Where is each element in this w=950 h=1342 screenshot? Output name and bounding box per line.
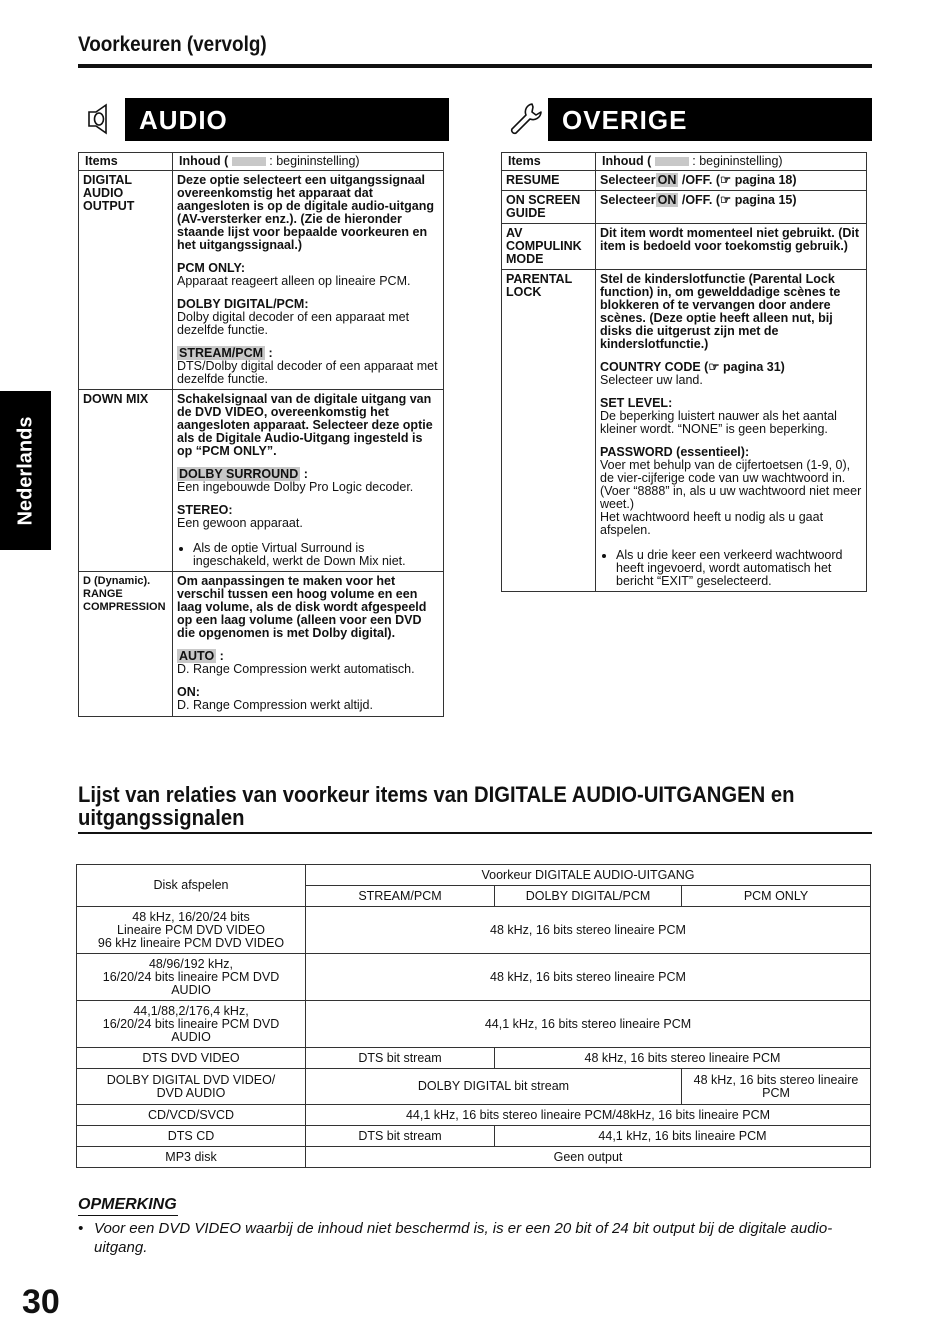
output-cell: DTS bit stream: [306, 1126, 495, 1147]
header-preference: Voorkeur DIGITALE AUDIO-UITGANG: [306, 865, 871, 886]
page-number: 30: [22, 1283, 60, 1321]
table-row: [502, 171, 867, 191]
output-cell: 44,1 kHz, 16 bits lineaire PCM: [495, 1126, 871, 1147]
wrench-icon: [506, 100, 544, 138]
content-resume: Selecteer ON /OFF. (☞ pagina 18): [596, 171, 867, 191]
default-badge: ON: [657, 193, 677, 207]
table-row: [77, 1048, 871, 1069]
item-range-compression: D (Dynamic). RANGE COMPRESSION: [79, 572, 173, 717]
bullet-icon: •: [78, 1220, 84, 1237]
output-cell: Geen output: [306, 1147, 871, 1168]
disc-cell: 48/96/192 kHz, 16/20/24 bits lineaire PCM DVD AUDIO: [77, 954, 306, 1001]
output-cell: 44,1 kHz, 16 bits stereo lineaire PCM/48kHz, 16 bits lineaire PCM: [306, 1105, 871, 1126]
default-badge: ON: [657, 173, 677, 187]
table-row: [77, 907, 871, 954]
table-row: [77, 1126, 871, 1147]
table-row: [502, 270, 867, 592]
table-header-row: [502, 153, 867, 171]
content-parental-lock: Stel de kinderslotfunctie (Parental Lock function) in, om gewelddadige scènes te blokkeren of te vervangen door andere scènes. (Deze optie heeft alleen nut, bij disks die uitgerust zijn met de kinderslotfunctie.) COUNTRY CODE (☞ pagina 31) Selecteer uw land. SET LEVEL: De beperking luistert nauwer als het aantal kleiner wordt. “NONE” is geen beperking. PASSWORD (essentieel): Voer met behulp van de cijfertoetsen (1-9, 0), de vier-cijferige code van uw wachtwoord in. (Voer “8888” in, als u uw wachtwoord niet meer weet.) Het wachtwoord heeft u nodig als u gaat afspelen. • Als u drie keer een verkeerd wachtwoord heeft ingevoerd, wordt automatisch het bericht “EXIT” geselecteerd.: [596, 270, 867, 592]
item-parental-lock: PARENTAL LOCK: [502, 270, 596, 592]
content-digital-audio-output: Deze optie selecteert een uitgangssignaal overeenkomstig het apparaat dat aangesloten is op de digitale audio-uitgang (AV-versterker enz.). (Zie de hieronder staande lijst voor bepaalde voorkeuren en het uitgangssignaal.) PCM ONLY: Apparaat reageert alleen op lineaire PCM. DOLBY DIGITAL/PCM: Dolby digital decoder of een apparaat met dezelfde functie. STREAM/PCM : DTS/Dolby digital decoder of een apparaat met dezelfde functie.: [173, 171, 444, 390]
content-down-mix: Schakelsignaal van de digitale uitgang van de DVD VIDEO, overeenkomstig het aangesloten apparaat. Selecteer deze optie als de Digitale Audio-Uitgang ingesteld is op “PCM ONLY”. DOLBY SURROUND : Een ingebouwde Dolby Pro Logic decoder. STEREO: Een gewoon apparaat. • Als de optie Virtual Surround is ingeschakeld, werkt de Down Mix niet.: [173, 390, 444, 572]
overige-settings-table: [501, 152, 867, 592]
language-side-tab: [0, 391, 51, 550]
item-av-compulink: AV COMPULINK MODE: [502, 224, 596, 270]
default-setting-swatch: [655, 157, 689, 166]
header-disc: Disk afspelen: [77, 865, 306, 907]
output-cell: 48 kHz, 16 bits stereo lineaire PCM: [682, 1069, 871, 1105]
table-row: [77, 1069, 871, 1105]
table-row: [77, 1001, 871, 1048]
output-cell: 44,1 kHz, 16 bits stereo lineaire PCM: [306, 1001, 871, 1048]
output-cell: 48 kHz, 16 bits stereo lineaire PCM: [495, 1048, 871, 1069]
item-digital-audio-output: DIGITAL AUDIO OUTPUT: [79, 171, 173, 390]
table-row: [77, 1105, 871, 1126]
item-down-mix: DOWN MIX: [79, 390, 173, 572]
disc-cell: 44,1/88,2/176,4 kHz, 16/20/24 bits lineaire PCM DVD AUDIO: [77, 1001, 306, 1048]
note-rule: [78, 1215, 178, 1216]
item-on-screen-guide: ON SCREEN GUIDE: [502, 191, 596, 224]
col-header-content: Inhoud ( : begininstelling): [596, 153, 867, 171]
overige-section-title: OVERIGE: [548, 98, 872, 141]
default-badge: DOLBY SURROUND: [179, 467, 299, 481]
header-stream-pcm: STREAM/PCM: [306, 886, 495, 907]
header-pcm-only: PCM ONLY: [682, 886, 871, 907]
audio-settings-table: [78, 152, 444, 717]
disc-cell: DTS CD: [77, 1126, 306, 1147]
audio-section-title: AUDIO: [125, 98, 449, 141]
content-av-compulink: Dit item wordt momenteel niet gebruikt. (Dit item is bedoeld voor toekomstig gebruik.): [596, 224, 867, 270]
item-resume: RESUME: [502, 171, 596, 191]
table-row: [502, 224, 867, 270]
table-row: [79, 171, 444, 390]
content-range-compression: Om aanpassingen te maken voor het verschil tussen een hoog volume en een laag volume, als de disk wordt afgespeeld op een laag volume (alleen voor een DVD die opgenomen is met Dolby digital). AUTO : D. Range Compression werkt automatisch. ON: D. Range Compression werkt altijd.: [173, 572, 444, 717]
table-header-row: [77, 865, 871, 886]
relations-rule: [78, 832, 872, 834]
page-section-title: Voorkeuren (vervolg): [78, 33, 267, 56]
output-cell: DOLBY DIGITAL bit stream: [306, 1069, 682, 1105]
output-cell: DTS bit stream: [306, 1048, 495, 1069]
note-text: • Voor een DVD VIDEO waarbij de inhoud niet beschermd is, is er een 20 bit of 24 bit output bij de digitale audio-uitgang.: [78, 1220, 833, 1256]
table-row: [79, 572, 444, 717]
speaker-icon: [82, 102, 116, 136]
col-header-items: Items: [502, 153, 596, 171]
table-row: [502, 191, 867, 224]
relations-heading: Lijst van relaties van voorkeur items van DIGITALE AUDIO-UITGANGEN en uitgangssignalen: [78, 782, 795, 830]
header-dolby-pcm: DOLBY DIGITAL/PCM: [495, 886, 682, 907]
output-cell: 48 kHz, 16 bits stereo lineaire PCM: [306, 954, 871, 1001]
default-badge: STREAM/PCM: [179, 346, 264, 360]
content-on-screen-guide: Selecteer ON /OFF. (☞ pagina 15): [596, 191, 867, 224]
disc-cell: CD/VCD/SVCD: [77, 1105, 306, 1126]
table-header-row: [79, 153, 444, 171]
header-rule: [78, 64, 872, 68]
relations-table: [76, 864, 871, 1168]
col-header-items: Items: [79, 153, 173, 171]
table-row: [77, 954, 871, 1001]
default-setting-swatch: [232, 157, 266, 166]
table-row: [77, 1147, 871, 1168]
language-side-tab-label: Nederlands: [14, 416, 36, 525]
disc-cell: DOLBY DIGITAL DVD VIDEO/ DVD AUDIO: [77, 1069, 306, 1105]
note-title: OPMERKING: [78, 1196, 177, 1213]
col-header-content: Inhoud ( : begininstelling): [173, 153, 444, 171]
disc-cell: MP3 disk: [77, 1147, 306, 1168]
note-bullet: • Als u drie keer een verkeerd wachtwoord heeft ingevoerd, wordt automatisch het bericht “EXIT” geselecteerd.: [616, 549, 862, 588]
default-badge: AUTO: [179, 649, 215, 663]
disc-cell: 48 kHz, 16/20/24 bits Lineaire PCM DVD VIDEO 96 kHz lineaire PCM DVD VIDEO: [77, 907, 306, 954]
table-row: [79, 390, 444, 572]
note-bullet: • Als de optie Virtual Surround is ingeschakeld, werkt de Down Mix niet.: [193, 542, 439, 568]
disc-cell: DTS DVD VIDEO: [77, 1048, 306, 1069]
output-cell: 48 kHz, 16 bits stereo lineaire PCM: [306, 907, 871, 954]
